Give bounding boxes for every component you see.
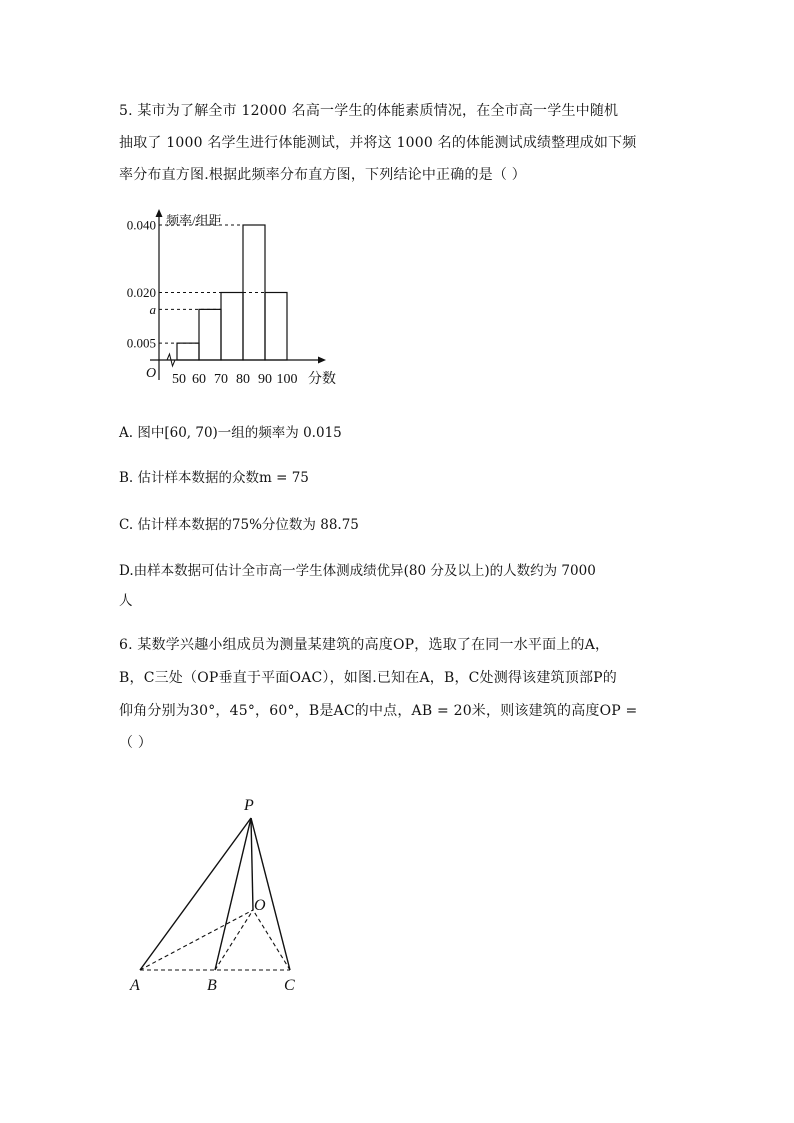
edge-pa bbox=[140, 818, 251, 970]
edge-bo bbox=[215, 910, 253, 970]
q5-option-a: A. 图中[60, 70)一组的频率为 0.015 bbox=[119, 425, 342, 441]
geometry-figure bbox=[120, 790, 320, 1000]
q6-stem-line-4: （ ） bbox=[119, 735, 153, 751]
origin-label: O bbox=[146, 366, 157, 381]
y-axis-arrow bbox=[156, 209, 163, 217]
x-tick-label: 90 bbox=[258, 372, 272, 387]
q5-stem-line-2: 抽取了 1000 名学生进行体能测试，并将这 1000 名的体能测试成绩整理成如下频 bbox=[119, 135, 637, 151]
point-c-label: C bbox=[284, 977, 295, 994]
point-a-label: A bbox=[130, 977, 140, 994]
edge-pb bbox=[215, 818, 251, 970]
point-b-label: B bbox=[207, 977, 217, 994]
histogram-bar bbox=[221, 293, 243, 361]
q5-option-b: B. 估计样本数据的众数m = 75 bbox=[119, 470, 309, 486]
y-axis-label: 频率/组距 bbox=[166, 213, 222, 228]
x-tick-label: 70 bbox=[214, 372, 228, 387]
edge-ao bbox=[140, 910, 253, 970]
edge-po bbox=[251, 818, 253, 910]
y-tick-label: a bbox=[149, 301, 156, 317]
q5-stem-line-1: 5. 某市为了解全市 12000 名高一学生的体能素质情况，在全市高一学生中随机 bbox=[119, 103, 619, 119]
y-tick-label: 0.005 bbox=[126, 335, 156, 351]
x-axis-label: 分数 bbox=[308, 372, 336, 387]
point-p-label: P bbox=[244, 797, 254, 814]
x-axis-arrow bbox=[318, 357, 326, 364]
edge-co bbox=[253, 910, 290, 970]
q5-option-c: C. 估计样本数据的75%分位数为 88.75 bbox=[119, 517, 359, 533]
edge-pc bbox=[251, 818, 290, 970]
q5-option-d: D.由样本数据可估计全市高一学生体测成绩优异(80 分及以上)的人数约为 7000 bbox=[119, 563, 596, 579]
q5-option-d-continued: 人 bbox=[119, 593, 133, 609]
point-o-label: O bbox=[254, 897, 266, 914]
histogram-bar bbox=[177, 343, 199, 360]
y-tick-label: 0.020 bbox=[126, 285, 156, 300]
q5-stem-line-3: 率分布直方图.根据此频率分布直方图，下列结论中正确的是（ ） bbox=[119, 167, 526, 183]
histogram-bar bbox=[265, 293, 287, 361]
x-tick-label: 50 bbox=[172, 372, 186, 387]
x-tick-label: 100 bbox=[276, 372, 298, 387]
q6-stem-line-2: B，C三处（OP垂直于平面OAC），如图.已知在A，B，C处测得该建筑顶部P的 bbox=[119, 670, 617, 686]
q6-stem-line-1: 6. 某数学兴趣小组成员为测量某建筑的高度OP，选取了在同一水平面上的A， bbox=[119, 637, 610, 653]
q6-stem-line-3: 仰角分别为30°，45°，60°，B是AC的中点，AB = 20米，则该建筑的高度OP = bbox=[119, 703, 638, 719]
x-tick-label: 80 bbox=[236, 372, 250, 387]
y-tick-label: 0.040 bbox=[126, 217, 156, 233]
histogram-bar bbox=[199, 309, 221, 360]
x-tick-label: 60 bbox=[192, 372, 206, 387]
frequency-histogram bbox=[110, 205, 350, 390]
